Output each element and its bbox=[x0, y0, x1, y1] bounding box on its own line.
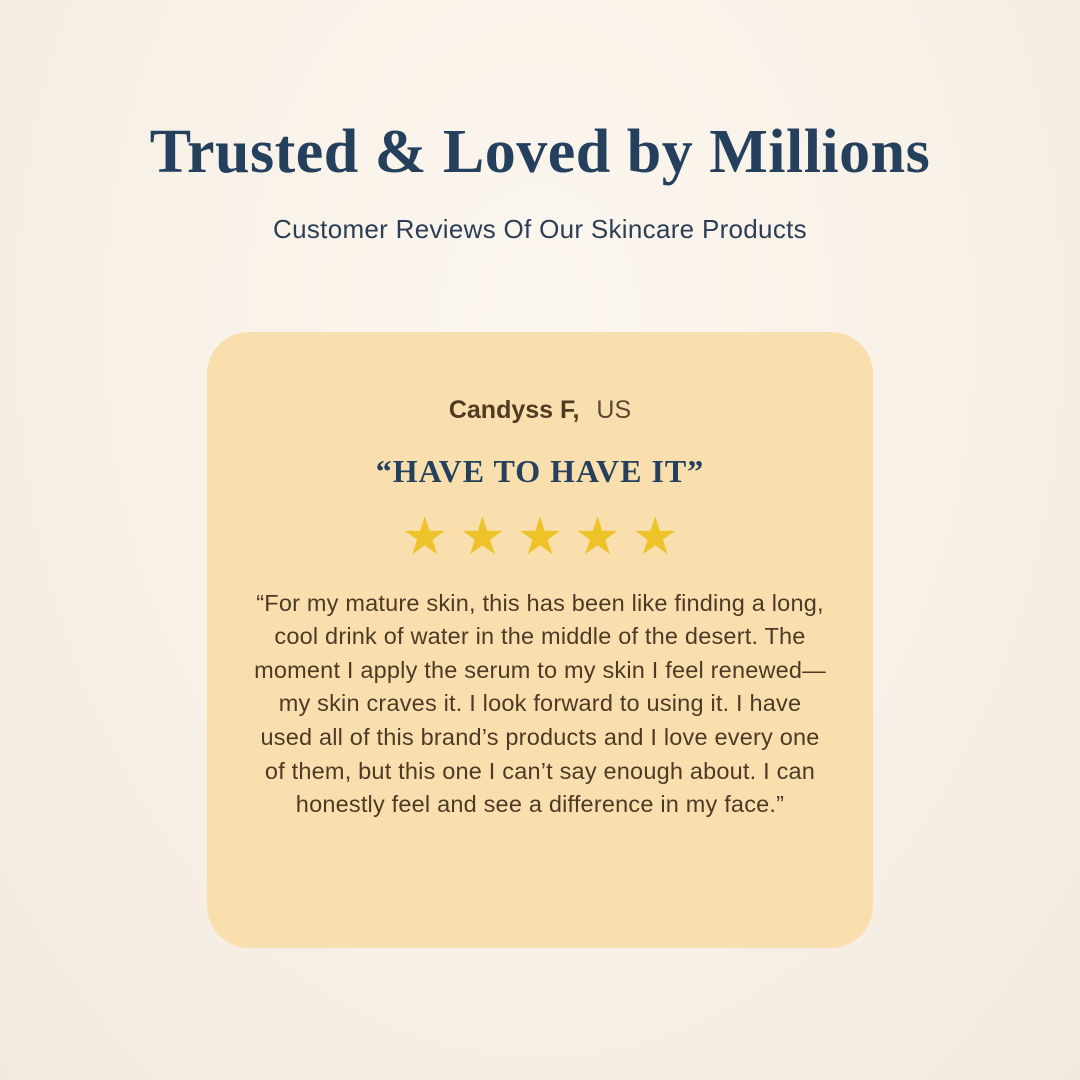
reviewer-name: Candyss F, bbox=[448, 396, 580, 424]
page-title: Trusted & Loved by Millions bbox=[149, 118, 931, 186]
review-card bbox=[207, 332, 873, 948]
review-headline: “HAVE TO HAVE IT” bbox=[375, 453, 705, 489]
review-body-text: “For my mature skin, this has been like finding a long, cool drink of water in the middle of the desert. The moment I apply the serum to my skin I feel renewed—my skin craves it. I look forward to using it. I have used all of this brand’s products and I love every one of them, but this one I can’t say enough about. I can honestly feel and see a difference in my face.” bbox=[254, 589, 826, 818]
reviewer-location: US bbox=[596, 396, 632, 424]
reviewer-line bbox=[251, 396, 829, 425]
page-subtitle: Customer Reviews Of Our Skincare Products bbox=[273, 214, 807, 245]
header bbox=[0, 118, 1080, 245]
five-star-rating-icons: ★★★★★ bbox=[401, 508, 690, 566]
